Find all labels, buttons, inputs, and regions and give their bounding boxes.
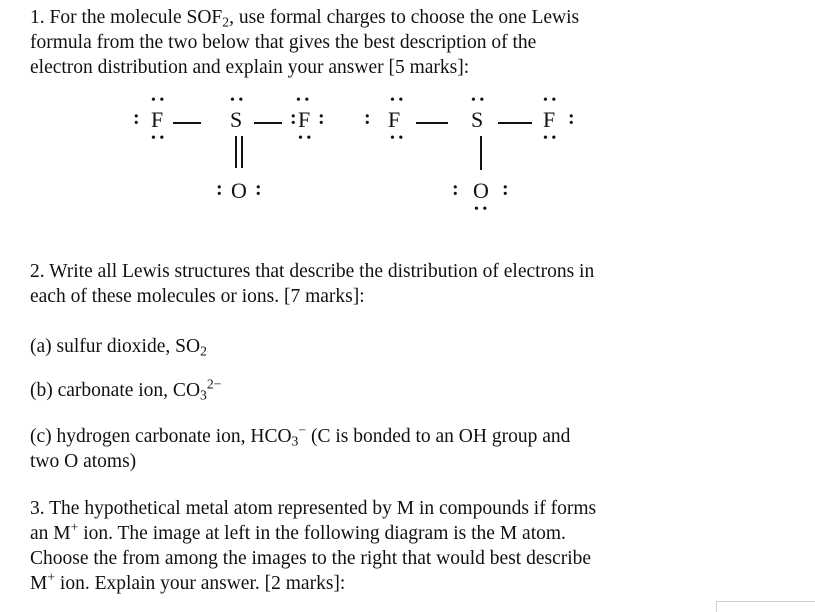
question-1-line-1: 1. For the molecule $SOF_2$, use formal charges to choose the one Lewis <box>30 7 580 30</box>
single-bond-s-o <box>480 136 482 170</box>
lone-pair-top-f1: • • <box>151 93 165 108</box>
lone-pair-bottom-f1-b: • • <box>390 131 404 146</box>
lone-pair-top-s-b: • • <box>471 93 485 108</box>
atom-s-left: S <box>230 107 243 132</box>
question-2b: (b) carbonate ion, $CO_3^{2-}$ <box>30 376 222 403</box>
double-bond-line-2 <box>241 136 243 168</box>
bond-f-s-left <box>173 122 201 124</box>
lone-pair-left-o: : <box>216 178 223 200</box>
lone-pair-top-s: • • <box>230 93 244 108</box>
lone-pair-top-f1-b: • • <box>390 93 404 108</box>
lone-pair-right-f2: : <box>318 107 325 129</box>
lone-pair-right-o-b: : <box>502 178 509 200</box>
question-2-line-2: each of these molecules or ions. [7 marks]: <box>30 286 365 307</box>
lone-pair-right-f2-b: : <box>568 107 575 129</box>
atom-s-right: S <box>471 107 484 132</box>
double-bond-line-1 <box>235 136 237 168</box>
page-corner-frame <box>716 601 815 612</box>
lone-pair-left-f1-b: : <box>364 107 371 129</box>
bond-f-s-right <box>416 122 448 124</box>
question-1-line-2: formula from the two below that gives the best description of the <box>30 32 537 53</box>
lone-pair-left-o-b: : <box>452 178 459 200</box>
bond-s-f-left <box>254 122 282 124</box>
question-1 <box>30 5 579 80</box>
atom-f-left-2: F <box>298 107 311 132</box>
atom-f-left-1: F <box>151 107 164 132</box>
lone-pair-left-f1: : <box>133 107 140 129</box>
question-3-line-3: Choose the from among the images to the right that would best describe <box>30 548 592 569</box>
question-2a: (a) sulfur dioxide, $SO_2$ <box>30 336 207 359</box>
question-1-line-3: electron distribution and explain your answer [5 marks]: <box>30 57 470 78</box>
atom-o-right: O <box>473 178 489 203</box>
question-2-line-1: 2. Write all Lewis structures that describe the distribution of electrons in <box>30 261 595 282</box>
atom-f-right-1: F <box>388 107 401 132</box>
lone-pair-top-f2: • • <box>296 93 310 108</box>
question-2c: (c) hydrogen carbonate ion, $HCO_3^-$ (C is bonded to an OH group and two O atoms) <box>30 422 571 472</box>
lone-pair-left-f2: : <box>290 107 297 129</box>
bond-s-f-right <box>498 122 532 124</box>
lone-pair-bottom-f1: • • <box>151 131 165 146</box>
question-3 <box>30 496 596 596</box>
lone-pair-bottom-f2: • • <box>298 131 312 146</box>
atom-f-right-2: F <box>543 107 556 132</box>
question-3-line-2: an M+ ion. The image at left in the following diagram is the M atom. <box>30 519 566 544</box>
atom-o-left: O <box>231 178 247 203</box>
lone-pair-bottom-f2-b: • • <box>543 131 557 146</box>
lone-pair-right-o: : <box>255 178 262 200</box>
lone-pair-top-f2-b: • • <box>543 93 557 108</box>
question-3-line-1: 3. The hypothetical metal atom represented by M in compounds if forms <box>30 498 597 519</box>
question-3-line-4: M+ ion. Explain your answer. [2 marks]: <box>30 569 346 594</box>
question-2 <box>30 259 594 309</box>
lone-pair-bottom-o-b: • • <box>474 202 488 217</box>
